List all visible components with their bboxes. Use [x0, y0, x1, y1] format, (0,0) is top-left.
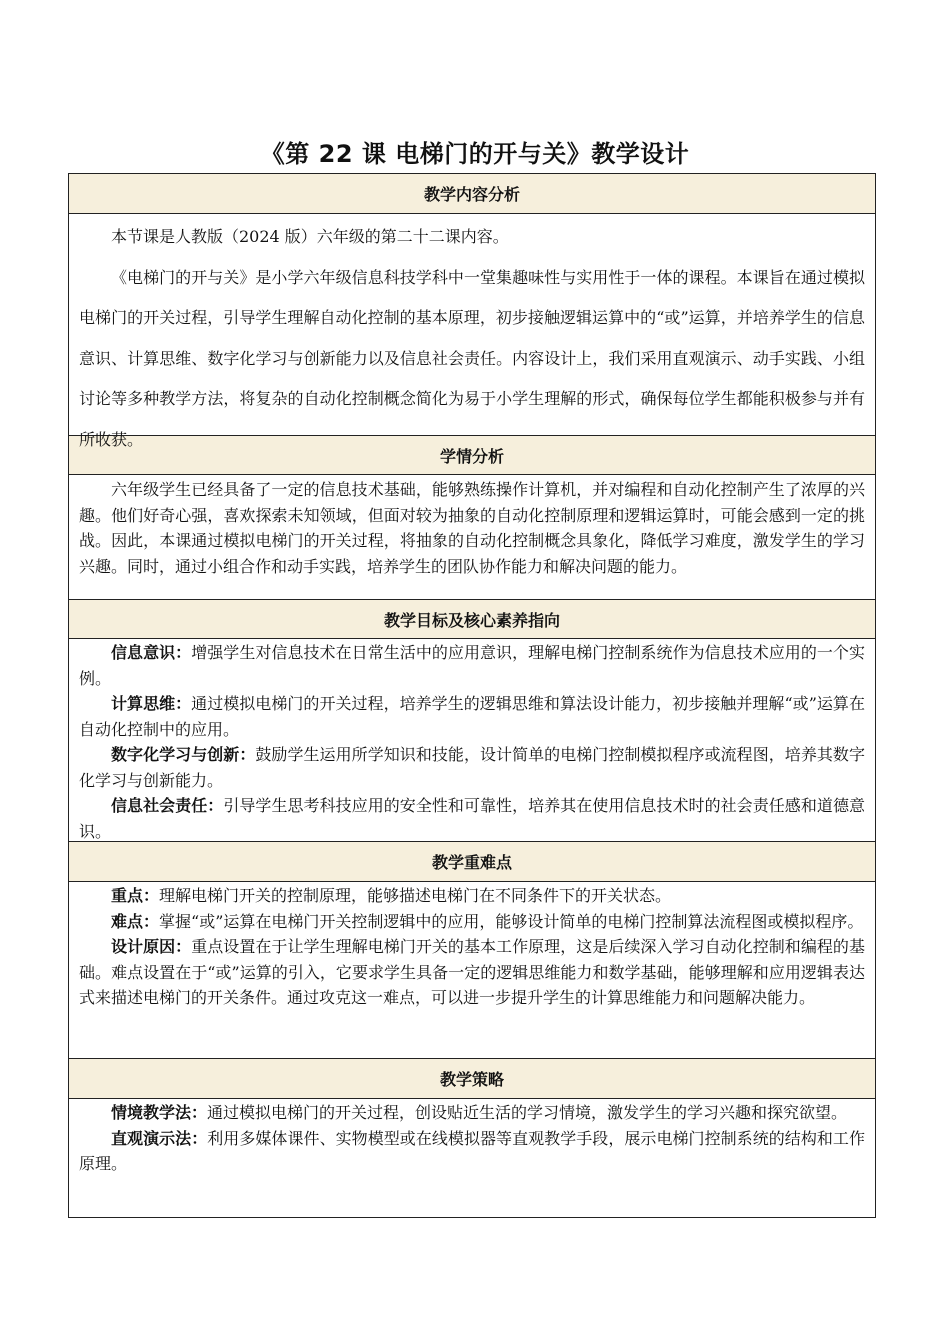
- item-text: 利用多媒体课件、实物模型或在线模拟器等直观教学手段，展示电梯门控制系统的结构和工作原理。: [79, 1128, 865, 1173]
- item-label: 计算思维：: [111, 694, 192, 713]
- item-label: 信息意识：: [111, 643, 192, 662]
- list-item: [79, 793, 865, 844]
- section-header-key-points: 教学重难点: [69, 842, 875, 882]
- item-text: 增强学生对信息技术在日常生活中的应用意识，理解电梯门控制系统作为信息技术应用的一个实例。: [79, 643, 865, 688]
- item-text: 通过模拟电梯门的开关过程，培养学生的逻辑思维和算法设计能力，初步接触并理解“或”运算在自动化控制中的应用。: [79, 694, 865, 739]
- item-label: 重点：: [111, 886, 160, 905]
- section-body-content-analysis: [69, 214, 875, 449]
- list-item: [79, 742, 865, 793]
- section-body-teaching-goals: [69, 639, 875, 842]
- lesson-design-table: [68, 173, 876, 1218]
- item-label: 直观演示法：: [111, 1128, 208, 1148]
- document-title: 《第 22 课 电梯门的开与关》教学设计: [260, 140, 690, 168]
- section-body-student-analysis: [69, 475, 875, 600]
- paragraph: 本节课是人教版（2024 版）六年级的第二十二课内容。: [111, 227, 509, 246]
- list-item: [79, 909, 865, 935]
- item-text: 重点设置在于让学生理解电梯门开关的基本工作原理，这是后续深入学习自动化控制和编程的基础。难点设置在于“或”运算的引入，它要求学生具备一定的逻辑思维能力和数学基础，能够理解和应用逻辑表达式来描述电梯门的开关条件。通过攻克这一难点，可以进一步提升学生的计算思维能力和问题解决能力。: [79, 937, 865, 1007]
- section-body-teaching-strategy: [69, 1099, 875, 1217]
- list-item: [79, 1126, 865, 1177]
- section-header-content-analysis: 教学内容分析: [69, 174, 875, 214]
- item-text: 掌握“或”运算在电梯门开关控制逻辑中的应用，能够设计简单的电梯门控制算法流程图或模拟程序。: [159, 911, 864, 931]
- item-text: 理解电梯门开关的控制原理，能够描述电梯门在不同条件下的开关状态。: [159, 886, 672, 905]
- item-label: 信息社会责任：: [111, 796, 224, 815]
- paragraph: 《电梯门的开与关》是小学六年级信息科技学科中一堂集趣味性与实用性于一体的课程。本课旨在通过模拟电梯门的开关过程，引导学生理解自动化控制的基本原理，初步接触逻辑运算中的“或”运算，并培养学生的信息意识、计算思维、数字化学习与创新能力以及信息社会责任。内容设计上，我们采用直观演示、动手实践、小组讨论等多种教学方法，将复杂的自动化控制概念简化为易于小学生理解的形式，确保每位学生都能积极参与并有所收获。: [79, 267, 865, 449]
- section-body-key-points: [69, 882, 875, 1059]
- list-item: [79, 1100, 865, 1126]
- list-item: [79, 934, 865, 1011]
- paragraph: 六年级学生已经具备了一定的信息技术基础，能够熟练操作计算机，并对编程和自动化控制产生了浓厚的兴趣。他们好奇心强，喜欢探索未知领域，但面对较为抽象的自动化控制原理和逻辑运算时，可能会感到一定的挑战。因此，本课通过模拟电梯门的开关过程，将抽象的自动化控制概念具象化，降低学习难度，激发学生的学习兴趣。同时，通过小组合作和动手实践，培养学生的团队协作能力和解决问题的能力。: [79, 480, 865, 576]
- section-header-teaching-goals: 教学目标及核心素养指向: [69, 600, 875, 639]
- item-text: 通过模拟电梯门的开关过程，创设贴近生活的学习情境，激发学生的学习兴趣和探究欲望。: [207, 1103, 848, 1122]
- section-header-student-analysis: 学情分析: [69, 436, 875, 475]
- item-label: 情境教学法：: [111, 1103, 208, 1122]
- list-item: [79, 691, 865, 742]
- item-text: 鼓励学生运用所学知识和技能，设计简单的电梯门控制模拟程序或流程图，培养其数字化学习与创新能力。: [79, 745, 865, 790]
- list-item: [79, 640, 865, 691]
- list-item: [79, 883, 865, 909]
- item-label: 数字化学习与创新：: [111, 745, 256, 764]
- item-label: 设计原因：: [111, 937, 192, 956]
- section-header-teaching-strategy: 教学策略: [69, 1059, 875, 1099]
- item-label: 难点：: [111, 911, 160, 931]
- item-text: 引导学生思考科技应用的安全性和可靠性，培养其在使用信息技术时的社会责任感和道德意识。: [79, 796, 865, 841]
